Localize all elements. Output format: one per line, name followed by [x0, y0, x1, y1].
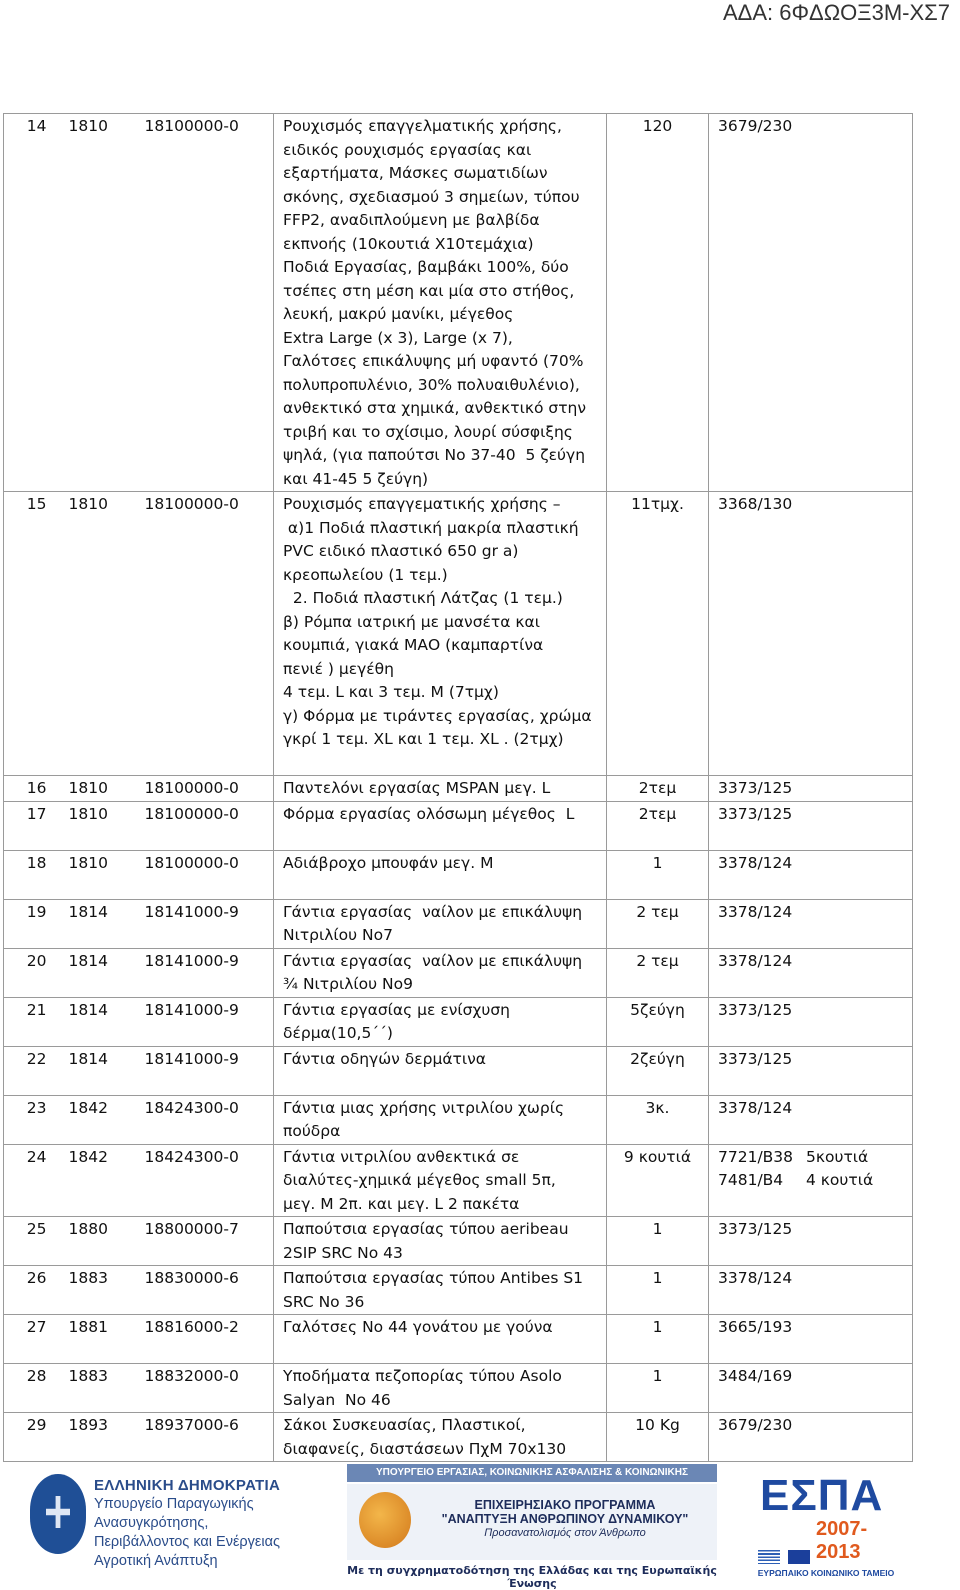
- table-row: [4, 801, 913, 850]
- description-line: Γάντια εργασίας με ενίσχυση: [283, 1000, 510, 1019]
- row-category: 1842: [61, 1144, 137, 1217]
- description-line: Αδιάβροχο μπουφάν μεγ. Μ: [283, 853, 494, 872]
- row-quantity: 2ζεύγη: [607, 1046, 709, 1095]
- row-number: 16: [4, 776, 61, 802]
- description-line: τριβή και το σχίσιμο, λουρί σύσφιξης: [283, 422, 573, 441]
- row-description: [274, 801, 607, 850]
- row-quantity: 120: [607, 114, 709, 492]
- description-line: [283, 1071, 596, 1095]
- description-line: Ρουχισμός επαγγεματικής χρήσης –: [283, 495, 561, 513]
- reference-quantity: 4 κουτιά: [806, 1171, 874, 1189]
- items-table-body: [4, 114, 913, 1462]
- row-description: [274, 1144, 607, 1217]
- description-line: πούδρα: [283, 1122, 341, 1140]
- description-line: τσέπες στη μέση και μία στο στήθος,: [283, 281, 575, 300]
- row-description: [274, 899, 607, 948]
- description-line: ειδικός ρουχισμός εργασίας και: [283, 140, 532, 159]
- description-line: Παπούτσια εργασίας τύπου Antibes S1: [283, 1269, 584, 1287]
- row-reference: [709, 492, 913, 776]
- table-row: [4, 1315, 913, 1364]
- footer-cofunding-text: Με τη συγχρηματοδότηση της Ελλάδας και της Ευρωπαϊκής Ένωσης: [347, 1564, 717, 1590]
- row-category: 1810: [61, 114, 137, 492]
- row-category: 1814: [61, 948, 137, 997]
- footer-mid-line1: ΕΠΙΧΕΙΡΗΣΙΑΚΟ ΠΡΟΓΡΑΜΜΑ: [474, 1498, 656, 1512]
- reference-code: 3378/124: [718, 951, 793, 970]
- table-row: [4, 114, 913, 492]
- reference-code: 3484/169: [718, 1367, 793, 1385]
- row-quantity: 2 τεμ: [607, 948, 709, 997]
- row-reference: [709, 1095, 913, 1144]
- row-reference: [709, 801, 913, 850]
- greek-emblem-icon: [30, 1474, 86, 1554]
- row-category: 1814: [61, 1046, 137, 1095]
- row-cpv-code: 18816000-2: [137, 1315, 274, 1364]
- row-description: [274, 948, 607, 997]
- row-description: [274, 1046, 607, 1095]
- ministry-logo: [30, 1470, 340, 1569]
- row-category: 1881: [61, 1315, 137, 1364]
- reference-quantity: 5κουτιά: [806, 1147, 869, 1166]
- row-number: 15: [4, 492, 61, 776]
- footer-logos: [0, 1462, 960, 1590]
- reference-code: 3373/125: [718, 1000, 793, 1019]
- row-number: 29: [4, 1413, 61, 1462]
- description-line: Γάντια μιας χρήσης νιτριλίου χωρίς: [283, 1098, 565, 1117]
- row-category: 1814: [61, 997, 137, 1046]
- greek-flag-icon: [758, 1550, 780, 1564]
- table-row: [4, 899, 913, 948]
- row-number: 19: [4, 899, 61, 948]
- description-line: SRC No 36: [283, 1292, 365, 1311]
- row-category: 1883: [61, 1364, 137, 1413]
- description-line: μεγ. Μ 2π. και μεγ. L 2 πακέτα: [283, 1194, 520, 1213]
- row-reference: [709, 850, 913, 899]
- row-cpv-code: 18830000-6: [137, 1266, 274, 1315]
- row-reference: [709, 948, 913, 997]
- footer-left-line3: Περιβάλλοντος και Ενέργειας: [94, 1534, 280, 1550]
- reference-code: 3665/193: [718, 1318, 793, 1336]
- row-cpv-code: 18100000-0: [137, 114, 274, 492]
- footer-mid-bar: ΥΠΟΥΡΓΕΙΟ ΕΡΓΑΣΙΑΣ, ΚΟΙΝΩΝΙΚΗΣ ΑΣΦΑΛΙΣΗΣ & ΚΟΙΝΩΝΙΚΗΣ: [347, 1464, 717, 1482]
- description-line: Γάντια εργασίας ναίλον με επικάλυψη: [283, 951, 583, 970]
- description-line: ¾ Νιτριλίου Νο9: [283, 975, 413, 993]
- description-line: γκρί 1 τεμ. XL και 1 τεμ. XL . (2τμχ): [283, 730, 564, 748]
- table-row: [4, 948, 913, 997]
- table-row: [4, 1144, 913, 1217]
- row-description: [274, 1364, 607, 1413]
- description-line: Γάντια εργασίας ναίλον με επικάλυψη: [283, 902, 583, 921]
- espa-logo: [752, 1472, 900, 1582]
- row-quantity: 1: [607, 1266, 709, 1315]
- reference-code: 7721/Β38: [718, 1147, 794, 1166]
- reference-code: 3368/130: [718, 495, 793, 513]
- reference-code: 3378/124: [718, 1269, 793, 1287]
- table-row: [4, 1095, 913, 1144]
- row-number: 21: [4, 997, 61, 1046]
- row-cpv-code: 18937000-6: [137, 1413, 274, 1462]
- reference-code: 3373/125: [718, 1049, 793, 1068]
- table-row: [4, 1413, 913, 1462]
- row-description: [274, 114, 607, 492]
- row-description: [274, 1413, 607, 1462]
- description-line: Παπούτσια εργασίας τύπου aeribeau: [283, 1220, 569, 1238]
- reference-code: 7481/Β4: [718, 1171, 784, 1189]
- description-line: ανθεκτικό στα χημικά, ανθεκτικό στην: [283, 399, 587, 417]
- ada-code: ΑΔΑ: 6ΦΔΩΟΞ3Μ-ΧΣ7: [722, 0, 950, 25]
- row-quantity: 1: [607, 1315, 709, 1364]
- row-number: 17: [4, 801, 61, 850]
- row-cpv-code: 18800000-7: [137, 1217, 274, 1266]
- row-description: [274, 997, 607, 1046]
- row-description: [274, 850, 607, 899]
- row-quantity: 1: [607, 1217, 709, 1266]
- reference-code: 3679/230: [718, 117, 793, 135]
- row-description: [274, 1266, 607, 1315]
- description-line: [283, 752, 596, 776]
- row-number: 20: [4, 948, 61, 997]
- reference-code: 3373/125: [718, 779, 793, 797]
- description-line: Γαλότσες επικάλυψης μή υφαντό (70%: [283, 352, 584, 370]
- row-description: [274, 1095, 607, 1144]
- footer-left-line2: Υπουργείο Παραγωγικής Ανασυγκρότησης,: [94, 1496, 254, 1531]
- description-line: Υποδήματα πεζοπορίας τύπου Asolo: [283, 1367, 562, 1385]
- espa-years: 2007-2013: [816, 1518, 868, 1563]
- row-category: 1880: [61, 1217, 137, 1266]
- description-line: πολυπροπυλένιο, 30% πολυαιθυλένιο),: [283, 375, 580, 394]
- description-line: δέρμα(10,5΄΄): [283, 1024, 393, 1042]
- row-number: 18: [4, 850, 61, 899]
- row-number: 28: [4, 1364, 61, 1413]
- description-line: Σάκοι Συσκευασίας, Πλαστικοί,: [283, 1416, 526, 1434]
- row-reference: [709, 776, 913, 802]
- row-description: [274, 1315, 607, 1364]
- description-line: α)1 Ποδιά πλαστική μακρία πλαστική: [283, 518, 579, 537]
- row-category: 1810: [61, 492, 137, 776]
- row-reference: [709, 1315, 913, 1364]
- table-row: [4, 850, 913, 899]
- description-line: 2. Ποδιά πλαστική Λάτζας (1 τεμ.): [283, 589, 563, 607]
- operational-programme-logo: [347, 1464, 717, 1590]
- row-description: [274, 1217, 607, 1266]
- row-cpv-code: 18141000-9: [137, 899, 274, 948]
- row-cpv-code: 18141000-9: [137, 948, 274, 997]
- reference-code: 3378/124: [718, 902, 793, 921]
- description-line: Γάντια οδηγών δερμάτινα: [283, 1049, 486, 1068]
- row-number: 22: [4, 1046, 61, 1095]
- programme-emblem-icon: [359, 1492, 411, 1548]
- row-reference: [709, 1046, 913, 1095]
- description-line: Salyan No 46: [283, 1390, 391, 1409]
- row-number: 14: [4, 114, 61, 492]
- description-line: Extra Large (x 3), Large (x 7),: [283, 328, 513, 347]
- description-line: γ) Φόρμα με τιράντες εργασίας, χρώμα: [283, 706, 592, 725]
- description-line: Γάντια νιτριλίου ανθεκτικά σε: [283, 1147, 520, 1166]
- description-line: κρεοπωλείου (1 τεμ.): [283, 565, 448, 584]
- row-reference: [709, 1364, 913, 1413]
- row-cpv-code: 18141000-9: [137, 997, 274, 1046]
- description-line: PVC ειδικό πλαστικό 650 gr a): [283, 542, 519, 560]
- reference-code: 3378/124: [718, 1098, 793, 1117]
- description-line: διαλύτες-χημικά μέγεθος small 5π,: [283, 1171, 556, 1189]
- row-quantity: 2 τεμ: [607, 899, 709, 948]
- row-cpv-code: 18424300-0: [137, 1144, 274, 1217]
- eu-flag-icon: [788, 1550, 810, 1564]
- table-row: [4, 1364, 913, 1413]
- description-line: κουμπιά, γιακά ΜΑΟ (καμπαρτίνα: [283, 636, 544, 654]
- row-cpv-code: 18832000-0: [137, 1364, 274, 1413]
- row-description: [274, 492, 607, 776]
- row-category: 1814: [61, 899, 137, 948]
- description-line: [283, 1340, 596, 1364]
- row-reference: [709, 1144, 913, 1217]
- table-row: [4, 492, 913, 776]
- row-cpv-code: 18424300-0: [137, 1095, 274, 1144]
- description-line: εξαρτήματα, Μάσκες σωματιδίων: [283, 164, 548, 182]
- description-line: [283, 826, 596, 850]
- row-quantity: 1: [607, 850, 709, 899]
- description-line: β) Ρόμπα ιατρική με μανσέτα και: [283, 612, 540, 631]
- description-line: Ποδιά Εργασίας, βαμβάκι 100%, δύο: [283, 258, 569, 276]
- description-line: και 41-45 5 ζεύγη): [283, 469, 429, 488]
- footer-left-line4: Αγροτική Ανάπτυξη: [94, 1553, 218, 1569]
- espa-title: ΕΣΠΑ: [760, 1471, 884, 1520]
- description-line: εκπνοής (10κουτιά Χ10τεμάχια): [283, 234, 534, 253]
- row-category: 1883: [61, 1266, 137, 1315]
- row-number: 27: [4, 1315, 61, 1364]
- row-number: 24: [4, 1144, 61, 1217]
- row-category: 1810: [61, 776, 137, 802]
- row-reference: [709, 899, 913, 948]
- row-reference: [709, 997, 913, 1046]
- row-quantity: 11τμχ.: [607, 492, 709, 776]
- reference-code: 3679/230: [718, 1416, 793, 1434]
- footer-mid-line3: Προσανατολισμός στον Άνθρωπο: [484, 1527, 646, 1539]
- row-quantity: 2τεμ: [607, 776, 709, 802]
- table-row: [4, 1266, 913, 1315]
- description-line: 2SIP SRC No 43: [283, 1243, 403, 1262]
- row-category: 1842: [61, 1095, 137, 1144]
- description-line: Φόρμα εργασίας ολόσωμη μέγεθος L: [283, 804, 575, 823]
- description-line: Γαλότσες Νο 44 γονάτου με γούνα: [283, 1318, 553, 1336]
- row-reference: [709, 1217, 913, 1266]
- row-cpv-code: 18100000-0: [137, 492, 274, 776]
- row-cpv-code: 18100000-0: [137, 776, 274, 802]
- description-line: πενιέ ) μεγέθη: [283, 659, 394, 678]
- description-line: Νιτριλίου Νο7: [283, 926, 393, 944]
- description-line: 4 τεμ. L και 3 τεμ. Μ (7τμχ): [283, 683, 499, 701]
- row-cpv-code: 18141000-9: [137, 1046, 274, 1095]
- row-quantity: 2τεμ: [607, 801, 709, 850]
- espa-subtitle: ΕΥΡΩΠΑΙΚΟ ΚΟΙΝΩΝΙΚΟ ΤΑΜΕΙΟ: [757, 1568, 895, 1578]
- reference-code: 3373/125: [718, 1220, 793, 1238]
- description-line: λευκή, μακρύ μανίκι, μέγεθος: [283, 305, 514, 323]
- table-row: [4, 776, 913, 802]
- footer-left-line1: ΕΛΛΗΝΙΚΗ ΔΗΜΟΚΡΑΤΙΑ: [94, 1477, 281, 1494]
- row-category: 1810: [61, 850, 137, 899]
- description-line: διαφανείς, διαστάσεων ΠχΜ 70x130: [283, 1439, 567, 1458]
- table-row: [4, 997, 913, 1046]
- row-reference: [709, 1266, 913, 1315]
- row-quantity: 10 Kg: [607, 1413, 709, 1462]
- description-line: [283, 875, 596, 899]
- reference-code: 3373/125: [718, 804, 793, 823]
- row-quantity: 5ζεύγη: [607, 997, 709, 1046]
- row-number: 26: [4, 1266, 61, 1315]
- row-cpv-code: 18100000-0: [137, 850, 274, 899]
- reference-code: 3378/124: [718, 853, 793, 872]
- row-reference: [709, 1413, 913, 1462]
- description-line: FFP2, αναδιπλούμενη με βαλβίδα: [283, 211, 540, 229]
- row-quantity: 3κ.: [607, 1095, 709, 1144]
- items-table: [3, 113, 913, 1462]
- row-quantity: 1: [607, 1364, 709, 1413]
- row-description: [274, 776, 607, 802]
- row-number: 23: [4, 1095, 61, 1144]
- description-line: ψηλά, (για παπούτσι Νο 37-40 5 ζεύγη: [283, 446, 586, 464]
- table-row: [4, 1046, 913, 1095]
- description-line: Παντελόνι εργασίας MSPAN μεγ. L: [283, 779, 551, 797]
- row-category: 1810: [61, 801, 137, 850]
- row-number: 25: [4, 1217, 61, 1266]
- footer-mid-line2: "ΑΝΑΠΤΥΞΗ ΑΝΘΡΩΠΙΝΟΥ ΔΥΝΑΜΙΚΟΥ": [441, 1512, 689, 1526]
- row-cpv-code: 18100000-0: [137, 801, 274, 850]
- description-line: Ρουχισμός επαγγελματικής χρήσης,: [283, 117, 562, 135]
- row-quantity: 9 κουτιά: [607, 1144, 709, 1217]
- table-row: [4, 1217, 913, 1266]
- description-line: σκόνης, σχεδιασμού 3 σημείων, τύπου: [283, 187, 580, 206]
- row-category: 1893: [61, 1413, 137, 1462]
- row-reference: [709, 114, 913, 492]
